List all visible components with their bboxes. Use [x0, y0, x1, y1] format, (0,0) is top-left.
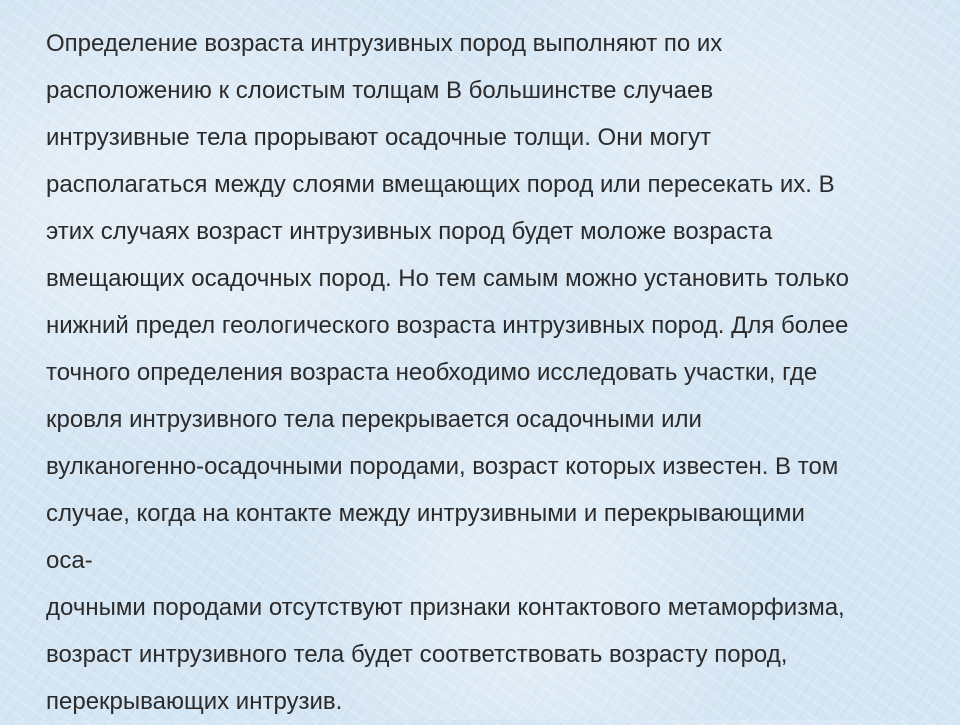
text-line-3: интрузивные тела прорывают осадочные толщи. Они могут: [46, 124, 712, 151]
text-line-6: вмещающих осадочных пород. Но тем самым можно установить только: [46, 265, 849, 292]
text-line-1: Определение возраста интрузивных пород выполняют по их: [46, 30, 723, 57]
text-line-15: перекрывающих интрузив.: [46, 688, 343, 715]
text-line-10: вулканогенно-осадочными породами, возраст которых известен. В том: [46, 453, 839, 480]
text-line-12: оса-: [46, 547, 93, 574]
text-line-7: нижний предел геологического возраста интрузивных пород. Для более: [46, 312, 849, 339]
text-line-8: точного определения возраста необходимо исследовать участки, где: [46, 359, 818, 386]
text-line-13: дочными породами отсутствуют признаки контактового метаморфизма,: [46, 594, 845, 621]
text-line-9: кровля интрузивного тела перекрывается осадочными или: [46, 406, 702, 433]
text-line-2: расположению к слоистым толщам В большинстве случаев: [46, 77, 714, 104]
body-text: [46, 20, 951, 725]
text-line-4: располагаться между слоями вмещающих пород или пересекать их. В: [46, 171, 835, 198]
text-line-14: возраст интрузивного тела будет соответствовать возрасту пород,: [46, 641, 788, 668]
text-line-11: случае, когда на контакте между интрузивными и перекрывающими: [46, 500, 805, 527]
text-line-5: этих случаях возраст интрузивных пород будет моложе возраста: [46, 218, 773, 245]
